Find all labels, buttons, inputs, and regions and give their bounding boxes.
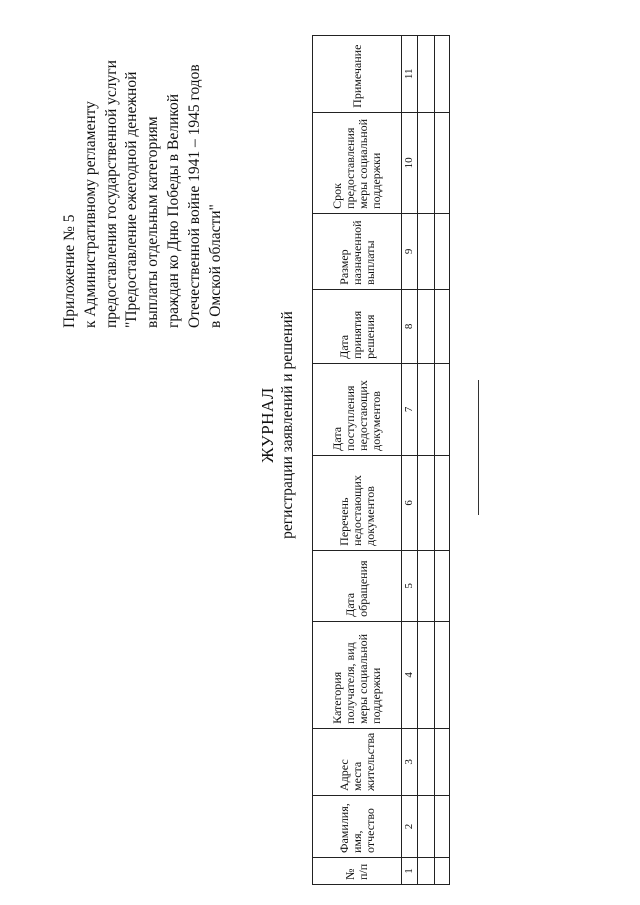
column-header: Дата принятия решения [313, 289, 402, 363]
table-cell [435, 728, 450, 795]
column-number: 4 [402, 621, 418, 728]
table-cell [435, 455, 450, 550]
column-number-row [402, 35, 418, 884]
column-number: 6 [402, 455, 418, 550]
column-number: 5 [402, 550, 418, 621]
appendix-line: Приложение № 5 [61, 214, 78, 328]
table-cell [435, 796, 450, 858]
column-header: Размер назначенной выплаты [313, 213, 402, 289]
registration-table [312, 35, 450, 885]
table-cell [435, 550, 450, 621]
appendix-line: в Омской области" [206, 204, 224, 328]
table-header-row [313, 35, 402, 884]
appendix-line: к Административному регламенту [81, 101, 99, 328]
column-number: 9 [402, 213, 418, 289]
column-number: 7 [402, 363, 418, 455]
column-header: Фамилия, имя, отчество [313, 796, 402, 858]
column-number: 10 [402, 112, 418, 213]
column-number: 11 [402, 35, 418, 112]
appendix-line: Отечественной войне 1941 – 1945 годов [185, 64, 203, 328]
table-row [418, 35, 435, 884]
column-header: № п/п [313, 858, 402, 885]
table-cell [435, 621, 450, 728]
journal-subtitle: регистрации заявлений и решений [279, 311, 296, 539]
appendix-line: "Предоставление ежегодной денежной [123, 71, 141, 328]
journal-title: ЖУРНАЛ [258, 387, 277, 463]
appendix-header [60, 28, 226, 328]
table-cell [418, 112, 435, 213]
appendix-line: предоставления государственной услуги [102, 60, 120, 328]
column-number: 8 [402, 289, 418, 363]
table-cell [418, 796, 435, 858]
table-cell [435, 112, 450, 213]
table-cell [418, 455, 435, 550]
column-header: Категория получателя, вид меры социальной поддержки [313, 621, 402, 728]
column-header: Примечание [313, 35, 402, 112]
table-cell [435, 289, 450, 363]
column-header: Адрес места жительства [313, 728, 402, 795]
table-cell [418, 213, 435, 289]
table-cell [418, 289, 435, 363]
table-cell [418, 35, 435, 112]
table-cell [435, 213, 450, 289]
table-cell [418, 858, 435, 885]
table-cell [418, 728, 435, 795]
table-cell [418, 363, 435, 455]
table-cell [418, 621, 435, 728]
column-number: 3 [402, 728, 418, 795]
table-cell [418, 550, 435, 621]
journal-heading [258, 275, 297, 575]
signature-line [478, 380, 479, 515]
table-cell [435, 35, 450, 112]
appendix-line: выплаты отдельным категориям [144, 116, 162, 328]
table-cell [435, 363, 450, 455]
column-header: Срок предоставления меры социальной поддержки [313, 112, 402, 213]
appendix-line: граждан ко Дню Победы в Великой [164, 93, 182, 328]
table-row [435, 35, 450, 884]
column-header: Перечень недостающих документов [313, 455, 402, 550]
column-header: Дата обращения [313, 550, 402, 621]
table-cell [435, 858, 450, 885]
column-number: 1 [402, 858, 418, 885]
column-number: 2 [402, 796, 418, 858]
column-header: Дата поступления недостающих документов [313, 363, 402, 455]
